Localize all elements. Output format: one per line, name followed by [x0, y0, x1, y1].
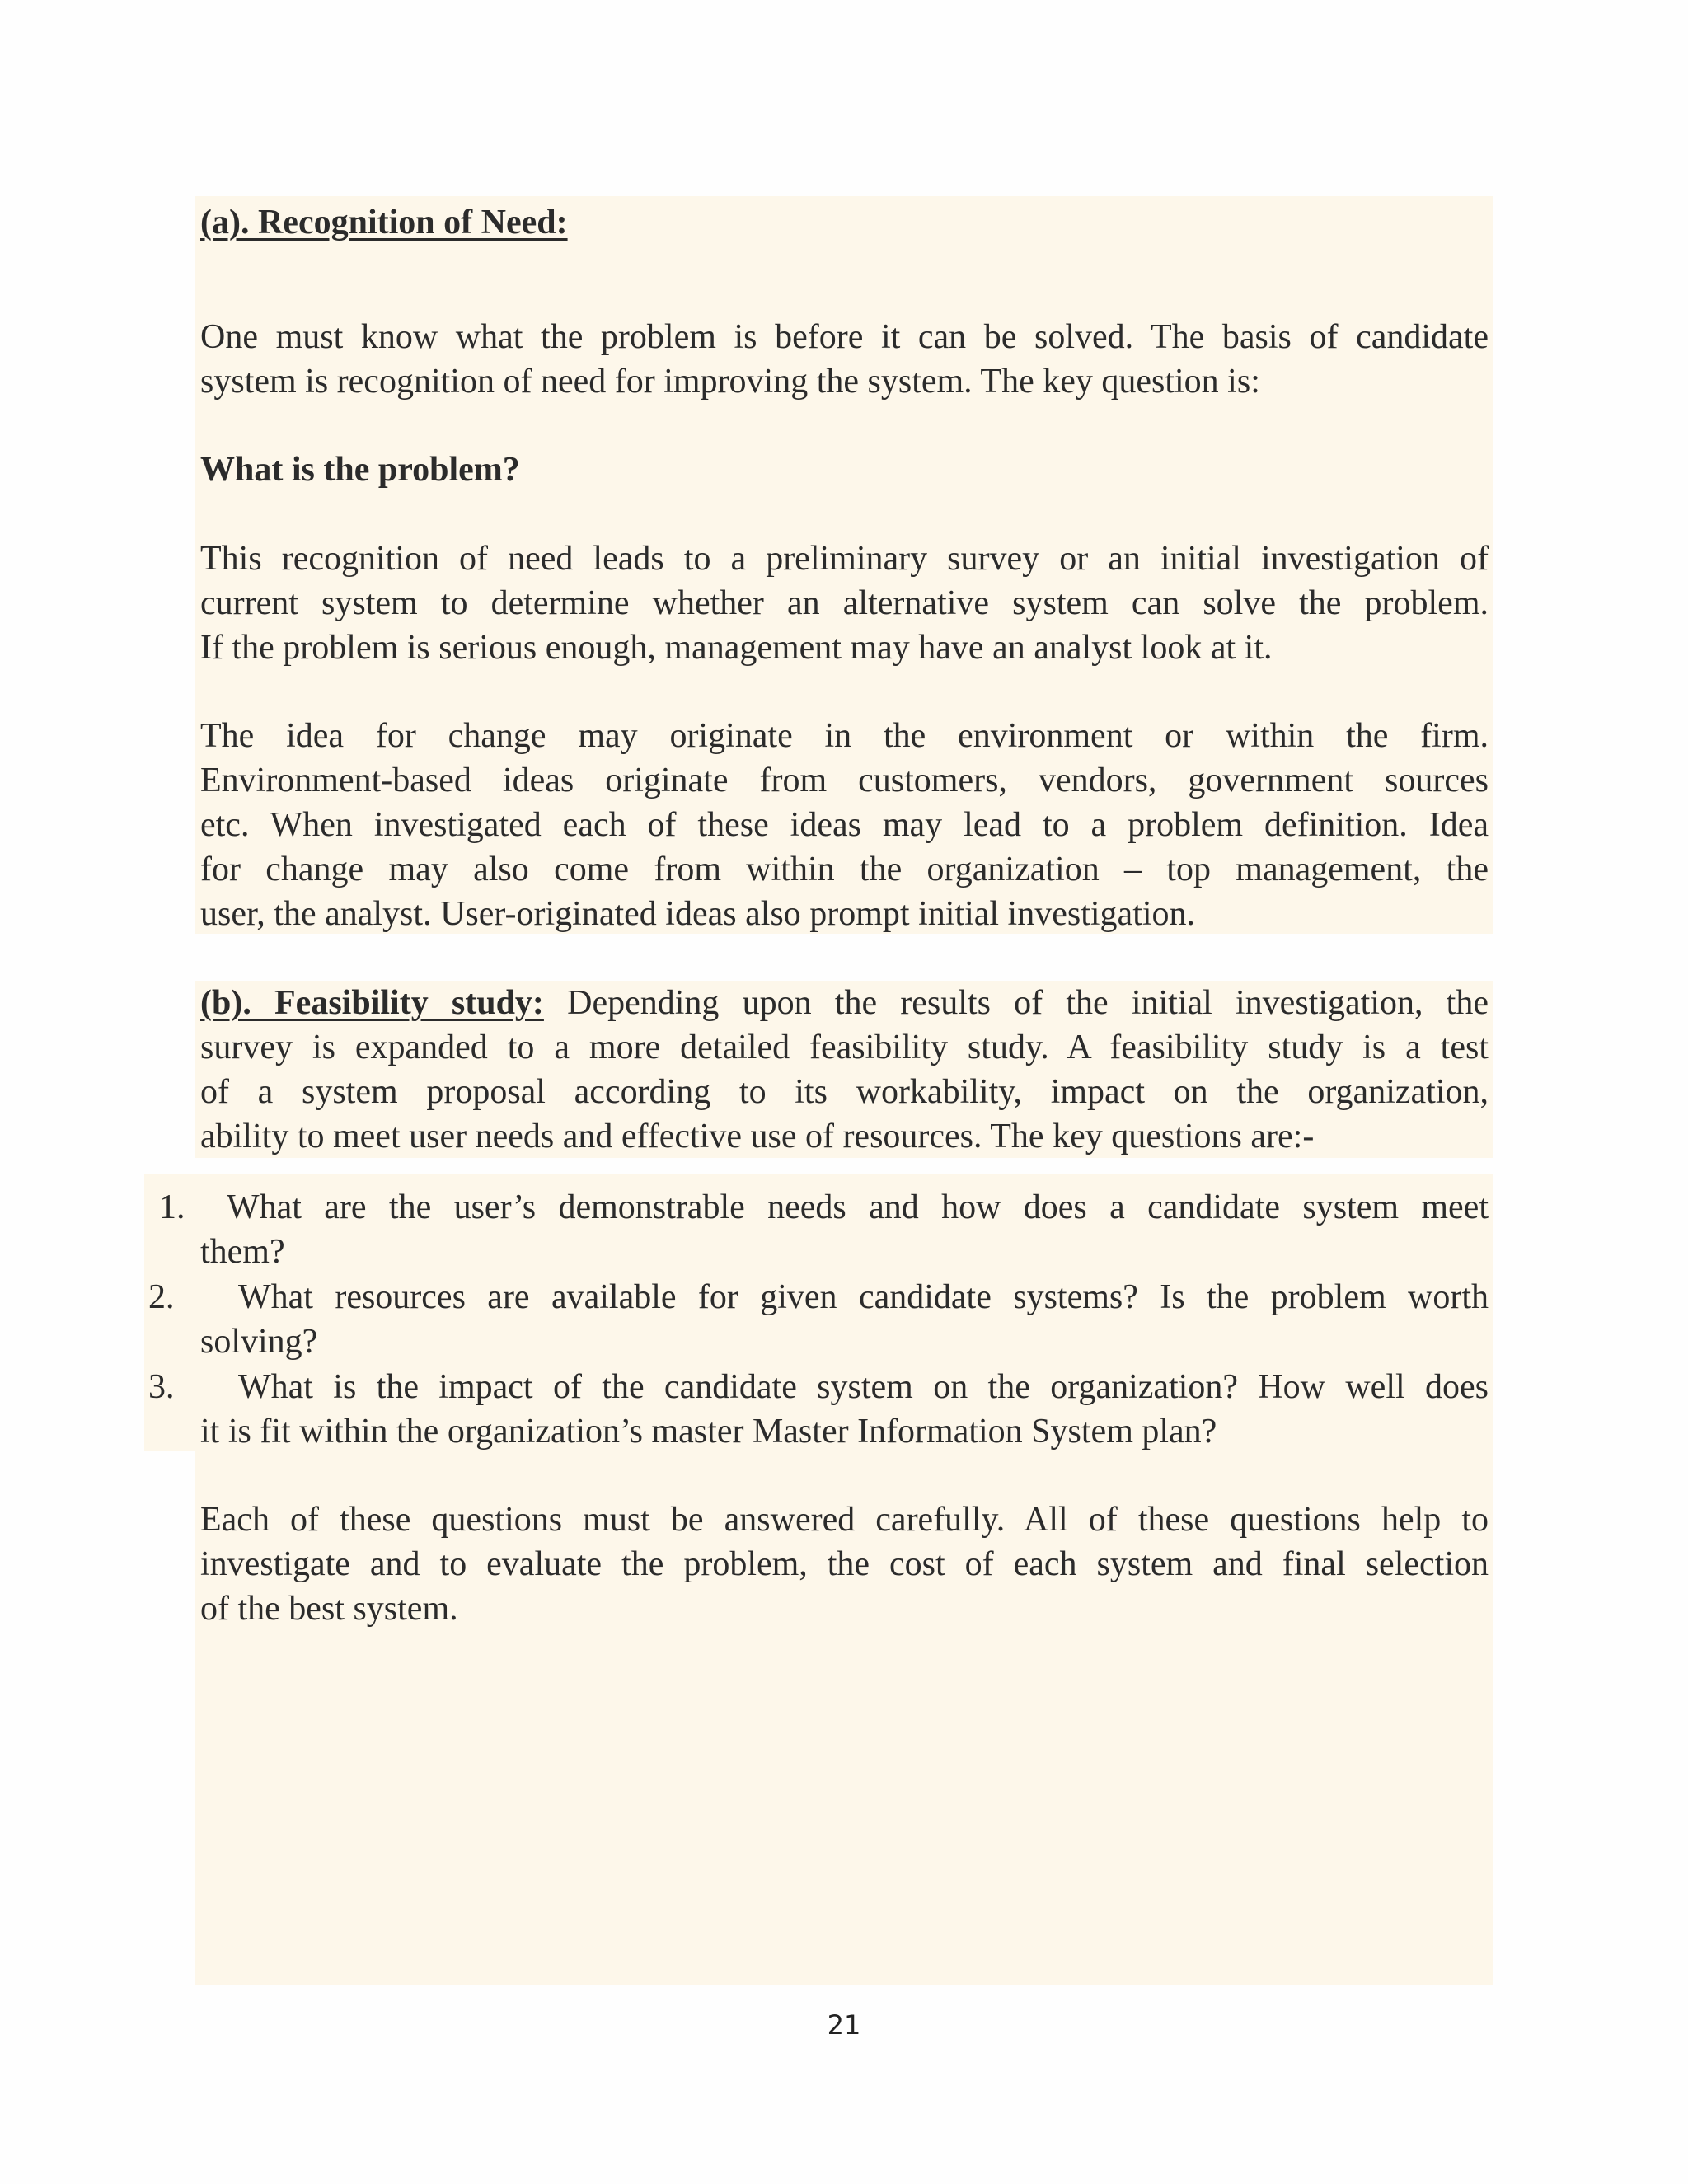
page-number: 21	[827, 2009, 861, 2041]
text-line-continuation: Depending upon the results of the initial investigation, the	[543, 984, 1489, 1022]
text-line	[200, 981, 1489, 1025]
text-line: of a system proposal according to its workability, impact on the organization,	[200, 1073, 1489, 1111]
text-line: ability to meet user needs and effective use of resources. The key questions are:-	[200, 1118, 1315, 1155]
closing-paragraph	[200, 1497, 1489, 1631]
text-line: What resources are available for given candidate systems? Is the problem worth	[238, 1278, 1489, 1316]
text-line: One must know what the problem is before it can be solved. The basis of candidate	[200, 318, 1489, 356]
text-line: survey is expanded to a more detailed feasibility study. A feasibility study is a test	[200, 1029, 1489, 1066]
section-a-heading	[200, 200, 1489, 245]
section-b-paragraph	[200, 981, 1489, 1159]
recognition-of-need-heading: (a). Recognition of Need:	[200, 204, 568, 241]
list-item-2	[200, 1275, 1489, 1364]
feasibility-study-heading: (b). Feasibility study:	[200, 984, 544, 1022]
text-line: user, the analyst. User-originated ideas also prompt initial investigation.	[200, 895, 1196, 933]
list-item-1	[200, 1185, 1489, 1274]
text-line: If the problem is serious enough, management may have an analyst look at it.	[200, 629, 1273, 667]
list-number-3: 3.	[148, 1368, 175, 1406]
text-line: etc. When investigated each of these ideas may lead to a problem definition. Idea	[200, 806, 1489, 844]
what-is-the-problem-question: What is the problem?	[200, 451, 520, 489]
text-line: Each of these questions must be answered carefully. All of these questions help to	[200, 1501, 1489, 1539]
text-line: What is the impact of the candidate system on the organization? How well does	[238, 1368, 1489, 1406]
text-line: What are the user’s demonstrable needs and how does a candidate system meet	[227, 1188, 1489, 1226]
list-number-1: 1.	[159, 1188, 185, 1226]
text-line: system is recognition of need for improving the system. The key question is:	[200, 363, 1260, 401]
list-number-2: 2.	[148, 1278, 175, 1316]
text-line: This recognition of need leads to a preliminary survey or an initial investigation of	[200, 540, 1489, 578]
text-line: The idea for change may originate in the environment or within the firm.	[200, 717, 1489, 755]
text-line: investigate and to evaluate the problem, the cost of each system and final selection	[200, 1545, 1489, 1583]
text-line: solving?	[200, 1323, 318, 1361]
text-line: of the best system.	[200, 1590, 458, 1628]
text-line: them?	[200, 1233, 285, 1271]
section-a-paragraph-2	[200, 537, 1489, 670]
list-item-3	[200, 1365, 1489, 1454]
text-line: it is fit within the organization’s master Master Information System plan?	[200, 1413, 1217, 1451]
text-line: current system to determine whether an alternative system can solve the problem.	[200, 584, 1489, 622]
text-line: Environment-based ideas originate from customers, vendors, government sources	[200, 762, 1489, 799]
text-line: for change may also come from within the organization – top management, the	[200, 851, 1489, 888]
section-a-paragraph-1	[200, 315, 1489, 404]
key-question	[200, 448, 1489, 492]
section-a-paragraph-3	[200, 714, 1489, 936]
